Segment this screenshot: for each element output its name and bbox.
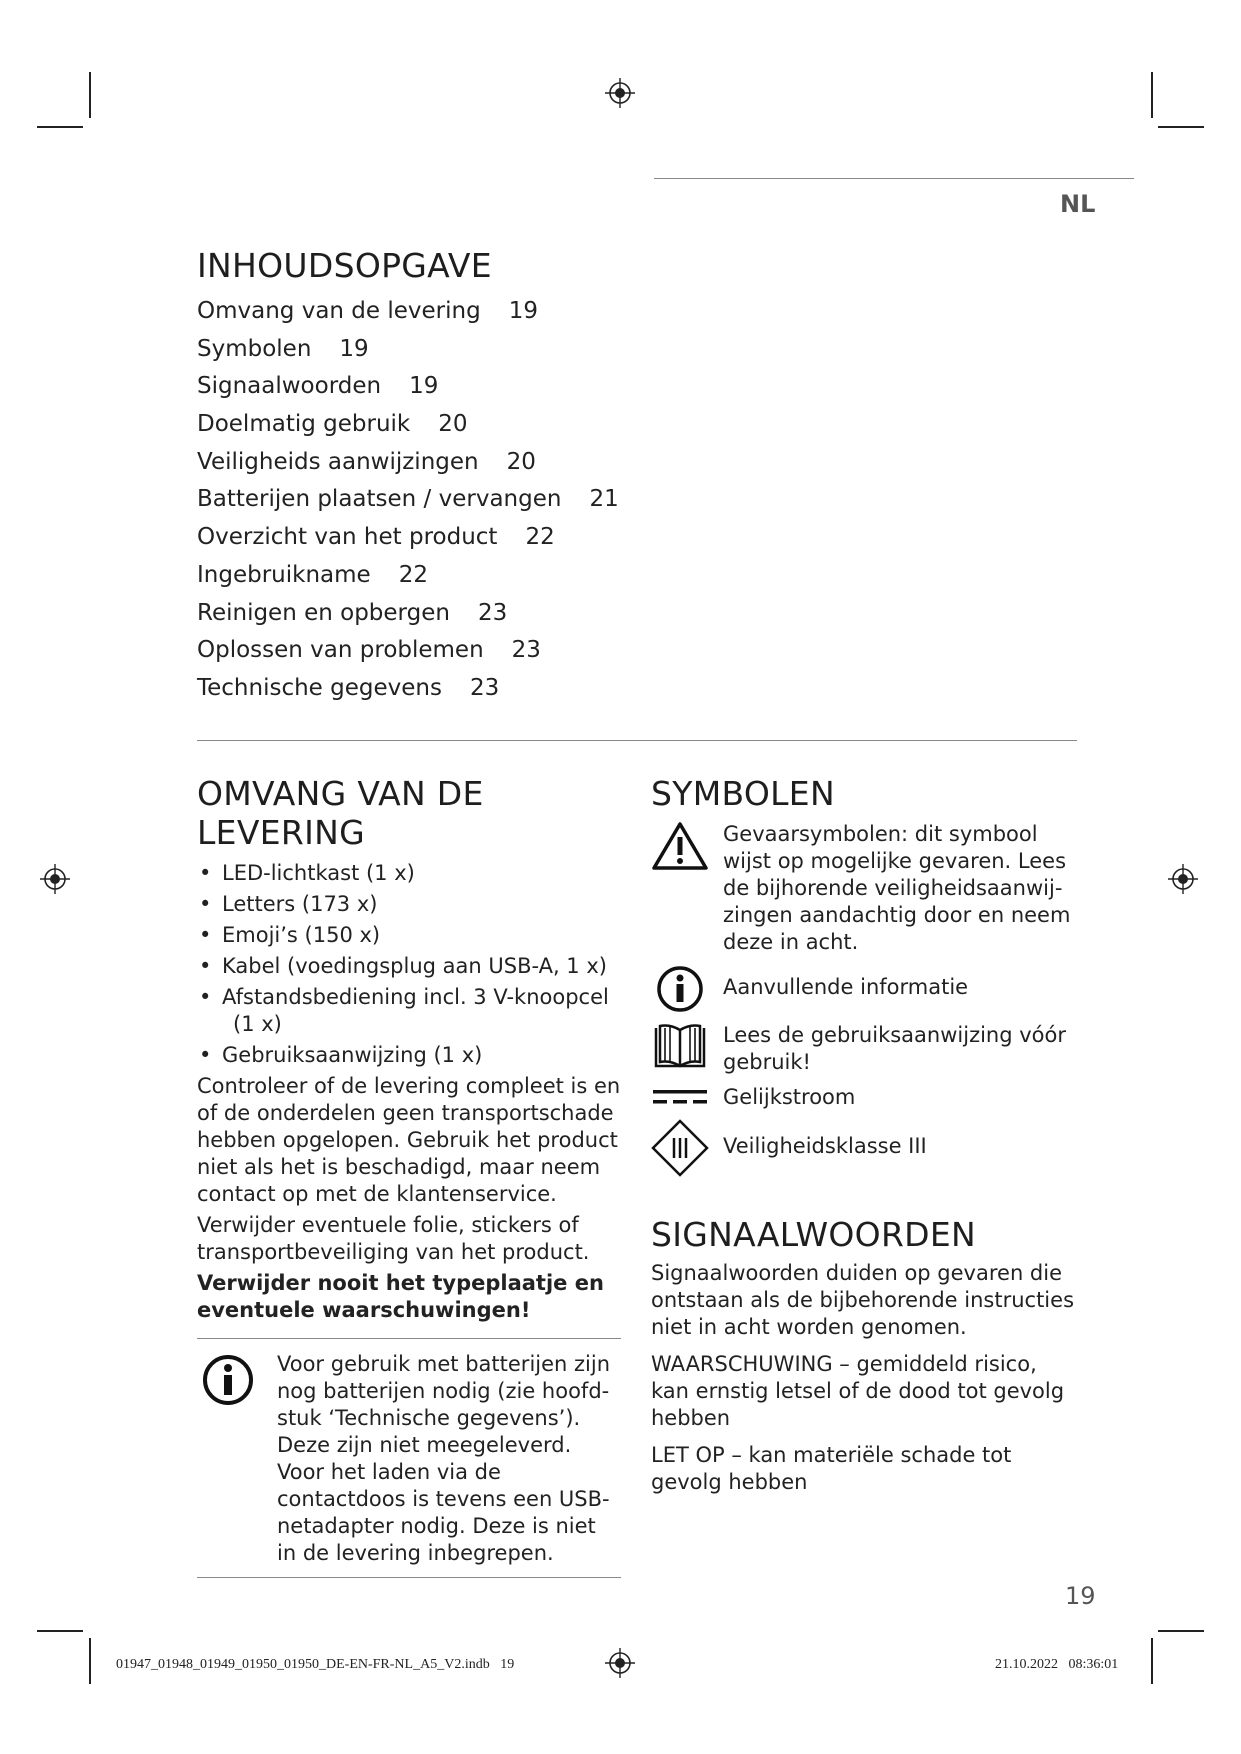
delivery-warning-paragraph: Verwijder nooit het typeplaatje en eventuele waarschuwingen! [197,1271,604,1322]
warning-triangle-icon [651,821,709,871]
toc-entry[interactable]: Ingebruikname 22 [197,561,428,588]
crop-mark-bottom-right-horizontal [1158,1630,1204,1632]
manual-book-icon [651,1022,709,1072]
list-item: • Afstandsbediening incl. 3 V-knoopcel (1 x) [197,984,627,1038]
symbol-row [651,1084,1081,1111]
signal-words-intro: Signaalwoorden duiden op gevaren die ontstaan als de bijbehorende instructies niet in acht worden genomen. [651,1261,1075,1339]
toc-entry[interactable]: Technische gegevens 23 [197,674,500,701]
toc-entry[interactable]: Reinigen en opbergen 23 [197,599,508,626]
toc-entry[interactable]: Omvang van de levering 19 [197,298,538,324]
symbol-row [651,1119,1081,1177]
list-item: • LED-lichtkast (1 x) [197,860,627,887]
list-item: • Emoji’s (150 x) [197,922,627,949]
symbol-text: Veiligheidsklasse III [723,1134,927,1158]
file-info: 01947_01948_01949_01950_01950_DE-EN-FR-NL_A5_V2.indb 19 [116,1657,515,1672]
info-icon [651,964,709,1014]
toc-entry[interactable]: Oplossen van problemen 23 [197,637,541,664]
registration-mark-icon [605,1648,635,1678]
crop-mark-bottom-left-horizontal [37,1630,83,1632]
symbol-text: Gevaarsymbolen: dit symbool wijst op mogelijke gevaren. Lees de bijhorende veiligheidsaanwij-zingen aandachtig door en neem deze in acht. [723,822,1071,954]
symbol-text: Lees de gebruiksaanwijzing vóór gebruik! [723,1023,1066,1074]
toc-divider [197,740,1077,741]
delivery-check-paragraph: Controleer of de levering compleet is en of de onderdelen geen transportschade hebben opgelopen. Gebruik het product niet als het is beschadigd, maar neem contact op met de klantenservice. [197,1074,621,1206]
safety-class-iii-icon [651,1119,709,1177]
delivery-section [197,774,627,1328]
crop-mark-top-right-vertical [1151,72,1153,118]
symbol-text: Gelijkstroom [723,1085,856,1109]
toc-entry[interactable]: Doelmatig gebruik 20 [197,411,468,438]
toc-entry[interactable]: Signaalwoorden 19 [197,373,439,400]
signal-word-warning: WAARSCHUWING – gemiddeld risico, kan ernstig letsel of de dood tot gevolg hebben [651,1352,1065,1430]
toc-entry[interactable]: Overzicht van het product 22 [197,524,555,551]
delivery-remove-paragraph: Verwijder eventuele folie, stickers of transportbeveiliging van het product. [197,1213,590,1264]
list-item: • Kabel (voedingsplug aan USB-A, 1 x) [197,953,627,980]
symbols-section [651,774,1081,1500]
crop-mark-top-left-horizontal [37,126,83,128]
toc-entry[interactable]: Veiligheids aanwijzingen 20 [197,448,536,475]
signal-words-title: SIGNAALWOORDEN [651,1215,977,1254]
page-number: 19 [1065,1582,1096,1610]
registration-mark-icon [605,78,635,108]
toc-entry[interactable]: Batterijen plaatsen / vervangen 21 [197,486,619,513]
symbol-row [651,821,1081,956]
info-icon [201,1353,255,1407]
battery-note-box [197,1338,621,1578]
registration-mark-icon [1168,864,1198,894]
language-label: NL [1060,190,1096,218]
list-item: • Gebruiksaanwijzing (1 x) [197,1042,627,1069]
crop-mark-top-right-horizontal [1158,126,1204,128]
symbols-title: SYMBOLEN [651,774,835,813]
header-rule [654,178,1134,179]
signal-word-caution: LET OP – kan materiële schade tot gevolg hebben [651,1443,1012,1494]
crop-mark-top-left-vertical [89,72,91,118]
symbol-text: Aanvullende informatie [723,975,969,999]
symbol-row [651,1022,1081,1076]
delivery-title: OMVANG VAN DE LEVERING [197,774,484,852]
print-timestamp: 21.10.2022 08:36:01 [995,1657,1119,1672]
direct-current-icon [651,1084,709,1110]
symbol-row [651,964,1081,1014]
toc-entry[interactable]: Symbolen 19 [197,335,369,362]
crop-mark-bottom-right-vertical [1151,1638,1153,1684]
note-text: Voor gebruik met batterijen zijn nog batterijen nodig (zie hoofd-stuk ‘Technische gegevens’). Deze zijn niet meegeleverd. Voor het laden via de contactdoos is tevens een USB-netadapter nodig. Deze is niet in de levering inbegrepen. [277,1352,611,1565]
registration-mark-icon [40,864,70,894]
delivery-list [197,860,627,1069]
crop-mark-bottom-left-vertical [89,1638,91,1684]
list-item: • Letters (173 x) [197,891,627,918]
toc-title: INHOUDSOPGAVE [197,246,492,285]
toc-list [197,296,619,711]
